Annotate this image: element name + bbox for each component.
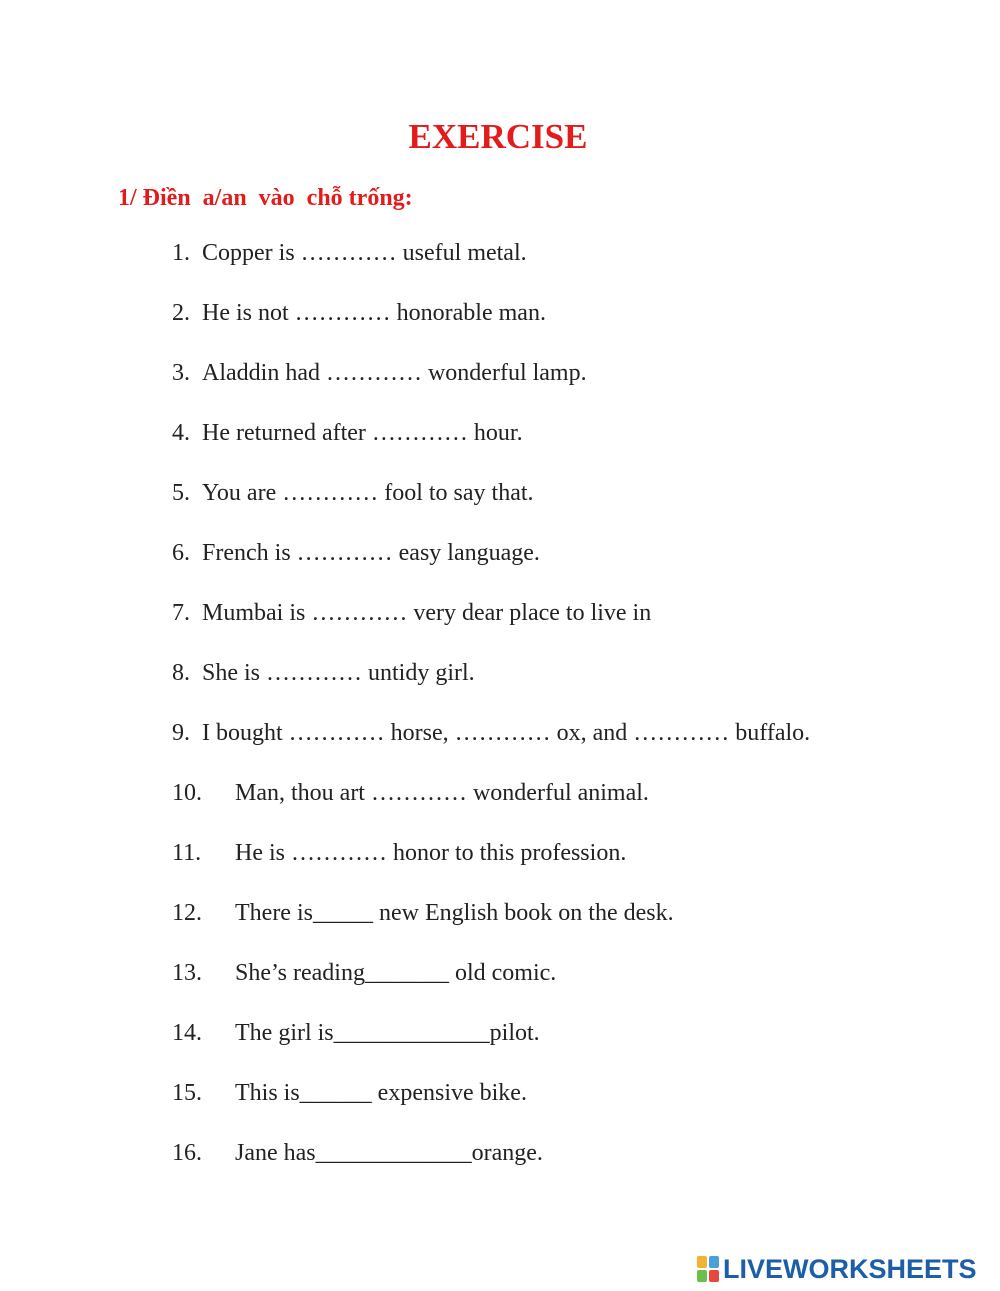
exercise-instruction: 1/ Điền a/an vào chỗ trống: xyxy=(118,185,413,211)
list-item xyxy=(0,1074,1000,1134)
item-sentence: Man, thou art ………… wonderful animal. xyxy=(235,780,649,806)
item-number: 7. xyxy=(172,600,190,626)
brand-name: LIVEWORKSHEETS xyxy=(723,1254,977,1284)
item-number: 3. xyxy=(172,360,190,386)
item-sentence: There is_____ new English book on the desk. xyxy=(235,900,674,926)
list-item xyxy=(0,654,1000,714)
item-number: 12. xyxy=(172,900,202,926)
item-sentence: He is not ………… honorable man. xyxy=(202,300,546,326)
item-number: 8. xyxy=(172,660,190,686)
list-item xyxy=(0,774,1000,834)
item-sentence: Jane has_____________orange. xyxy=(235,1140,543,1166)
item-sentence: She’s reading_______ old comic. xyxy=(235,960,557,986)
item-number: 14. xyxy=(172,1020,202,1046)
list-item xyxy=(0,894,1000,954)
item-number: 6. xyxy=(172,540,190,566)
item-number: 9. xyxy=(172,720,190,746)
list-item xyxy=(0,534,1000,594)
liveworksheets-watermark xyxy=(697,1254,977,1284)
list-item xyxy=(0,234,1000,294)
list-item xyxy=(0,474,1000,534)
item-number: 10. xyxy=(172,780,202,806)
item-number: 5. xyxy=(172,480,190,506)
list-item xyxy=(0,834,1000,894)
list-item xyxy=(0,714,1000,774)
item-number: 11. xyxy=(172,840,202,866)
list-item xyxy=(0,954,1000,1014)
item-sentence: He is ………… honor to this profession. xyxy=(235,840,627,866)
item-number: 15. xyxy=(172,1080,202,1106)
worksheet-title: EXERCISE xyxy=(408,117,588,156)
item-sentence: I bought ………… horse, ………… ox, and ………… buffalo. xyxy=(202,720,811,746)
item-sentence: Aladdin had ………… wonderful lamp. xyxy=(202,360,587,386)
list-item xyxy=(0,594,1000,654)
item-number: 1. xyxy=(172,240,190,266)
item-sentence: The girl is_____________pilot. xyxy=(235,1020,540,1046)
item-number: 13. xyxy=(172,960,202,986)
item-sentence: This is______ expensive bike. xyxy=(235,1080,527,1106)
item-number: 16. xyxy=(172,1140,202,1166)
item-sentence: Mumbai is ………… very dear place to live in xyxy=(202,600,652,626)
list-item xyxy=(0,354,1000,414)
list-item xyxy=(0,414,1000,474)
item-sentence: You are ………… fool to say that. xyxy=(202,480,534,506)
item-sentence: French is ………… easy language. xyxy=(202,540,540,566)
item-number: 4. xyxy=(172,420,190,446)
item-number: 2. xyxy=(172,300,190,326)
list-item xyxy=(0,1014,1000,1074)
liveworksheets-logo-icon xyxy=(697,1256,719,1282)
list-item xyxy=(0,1134,1000,1194)
list-item xyxy=(0,294,1000,354)
exercise-list xyxy=(0,234,1000,1194)
item-sentence: Copper is ………… useful metal. xyxy=(202,240,527,266)
item-sentence: He returned after ………… hour. xyxy=(202,420,523,446)
item-sentence: She is ………… untidy girl. xyxy=(202,660,475,686)
